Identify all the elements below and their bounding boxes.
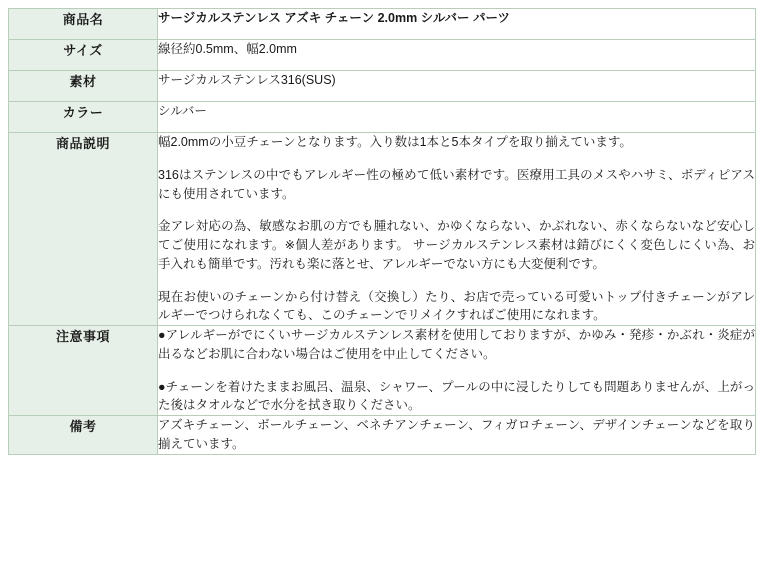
- paragraph: ●アレルギーがでにくいサージカルステンレス素材を使用しておりますが、かゆみ・発疹・かぶれ・炎症が出るなどお肌に合わない場合はご使用を中止してください。: [158, 328, 755, 361]
- paragraph: 現在お使いのチェーンから付け替え（交換し）たり、お店で売っている可愛いトップ付きチェーンがアレルギーでつけられなくても、このチェーンでリメイクすればご使用になれます。: [158, 289, 755, 323]
- row-label-color: カラー: [9, 102, 158, 133]
- row-value-material: [158, 71, 756, 102]
- product-spec-table: [8, 8, 756, 455]
- paragraph: サージカルステンレス316(SUS): [158, 73, 336, 87]
- table-row: [9, 133, 756, 326]
- paragraph: サージカルステンレス アズキ チェーン 2.0mm シルバー パーツ: [158, 11, 510, 25]
- row-label-product-name: 商品名: [9, 9, 158, 40]
- row-label-description: 商品説明: [9, 133, 158, 326]
- paragraph: 線径約0.5mm、幅2.0mm: [158, 42, 297, 56]
- row-value-color: [158, 102, 756, 133]
- table-row: [9, 102, 756, 133]
- row-label-material: 素材: [9, 71, 158, 102]
- table-row: [9, 9, 756, 40]
- paragraph: 金アレ対応の為、敏感なお肌の方でも腫れない、かゆくならない、かぶれない、赤くならないなど安心してご使用になれます。※個人差があります。 サージカルステンレス素材は錆びにくく変色しにくい為、お手入れも簡単です。汚れも楽に落とせ、アレルギーでない方にも大変便利です。: [158, 219, 755, 271]
- table-row: [9, 416, 756, 455]
- paragraph: シルバー: [158, 104, 207, 118]
- paragraph: 幅2.0mmの小豆チェーンとなります。入り数は1本と5本タイプを取り揃えています。: [158, 135, 632, 149]
- row-label-notes: 注意事項: [9, 326, 158, 416]
- row-value-product-name: [158, 9, 756, 40]
- table-row: [9, 326, 756, 416]
- row-label-remarks: 備考: [9, 416, 158, 455]
- row-value-notes: [158, 326, 756, 416]
- row-label-size: サイズ: [9, 40, 158, 71]
- table-row: [9, 40, 756, 71]
- row-value-size: [158, 40, 756, 71]
- row-value-remarks: [158, 416, 756, 455]
- paragraph: ●チェーンを着けたままお風呂、温泉、シャワー、プールの中に浸したりしても問題ありませんが、上がった後はタオルなどで水分を拭き取りください。: [158, 379, 755, 413]
- row-value-description: [158, 133, 756, 326]
- paragraph: アズキチェーン、ボールチェーン、ベネチアンチェーン、フィガロチェーン、デザインチェーンなどを取り揃えています。: [158, 418, 755, 451]
- table-body: [9, 9, 756, 455]
- table-row: [9, 71, 756, 102]
- paragraph: 316はステンレスの中でもアレルギー性の極めて低い素材です。医療用工具のメスやハサミ、ボディピアスにも使用されています。: [158, 167, 755, 201]
